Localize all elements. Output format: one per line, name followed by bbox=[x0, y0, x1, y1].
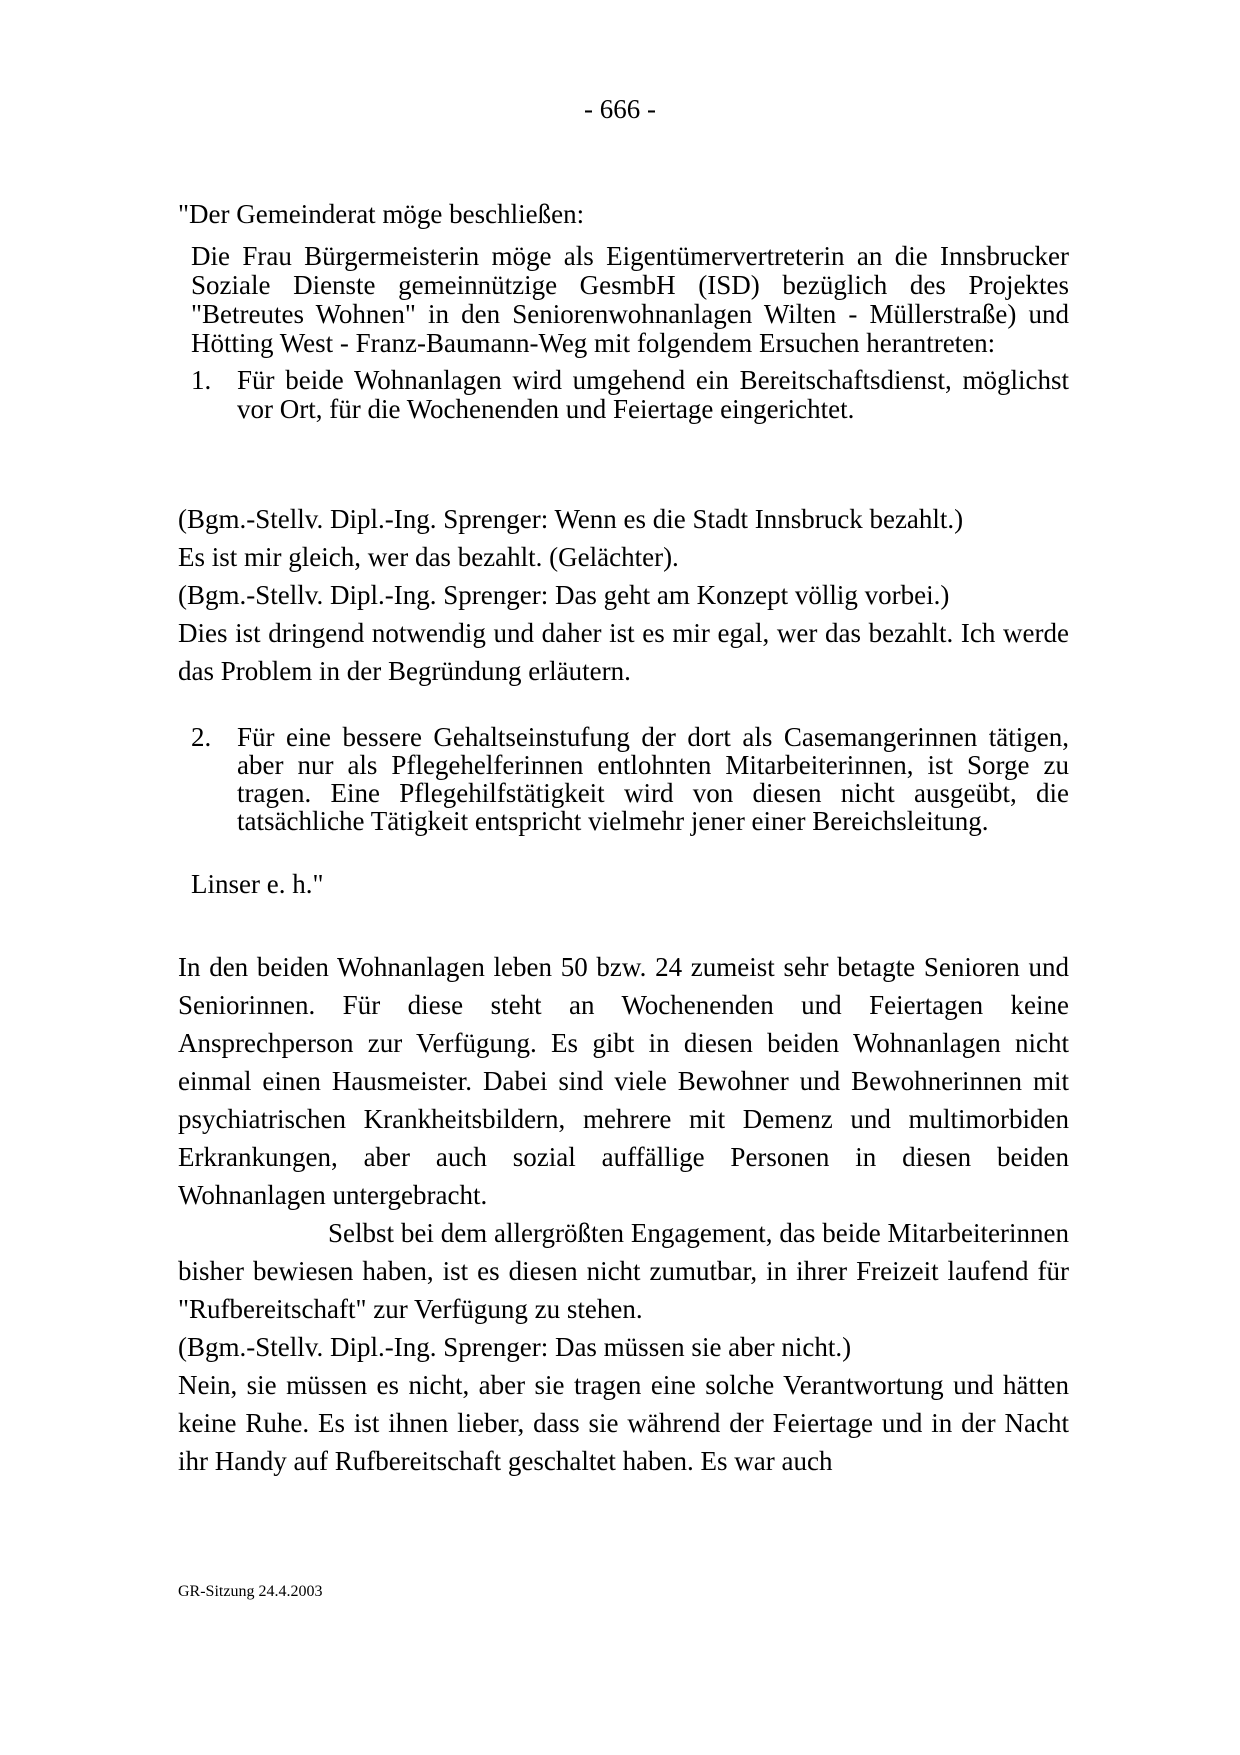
motion-item-number: 1. bbox=[191, 365, 212, 395]
motion-item bbox=[191, 366, 1069, 424]
response-paragraph: Dies ist dringend notwendig und daher ist es mir egal, wer das bezahlt. Ich werde das Problem in der Begründung erläutern. bbox=[178, 618, 1069, 686]
motion-item-2 bbox=[191, 723, 1069, 835]
interjection-line: (Bgm.-Stellv. Dipl.-Ing. Sprenger: Das müssen sie aber nicht.) bbox=[178, 1332, 852, 1362]
body-paragraph: In den beiden Wohnanlagen leben 50 bzw. 24 zumeist sehr betagte Senioren und Seniorinnen. Für diese steht an Wochenenden und Feiertagen keine Ansprechperson zur Verfügung. Es gibt in diesen beiden Wohnanlagen nicht einmal einen Hausmeister. Dabei sind viele Bewohner und Bewohnerinnen mit psychiatrischen Krankheitsbildern, mehrere mit Demenz und multimorbiden Erkrankungen, aber auch sozial auffällige Personen in diesen beiden Wohnanlagen untergebracht. bbox=[178, 952, 1069, 1210]
motion-heading: "Der Gemeinderat möge beschließen: bbox=[178, 199, 585, 229]
interjections-block bbox=[178, 500, 1069, 690]
motion-list bbox=[191, 366, 1069, 424]
body-text bbox=[178, 948, 1069, 1480]
page-number: - 666 - bbox=[584, 94, 656, 124]
motion-text: Die Frau Bürgermeisterin möge als Eigentümervertreterin an die Innsbrucker Soziale Dienste gemeinnützige GesmbH (ISD) bezüglich des Projektes "Betreutes Wohnen" in den Seniorenwohnanlagen Wilten - Müllerstraße) und Hötting West - Franz-Baumann-Weg mit folgendem Ersuchen herantreten: bbox=[191, 241, 1069, 358]
motion-item-text: Für eine bessere Gehaltseinstufung der dort als Casemangerinnen tätigen, aber nur als Pflegehelferinnen entlohnten Mitarbeiterinnen, ist Sorge zu tragen. Eine Pflegehilfstätigkeit wird von diesen nicht ausgeübt, die tatsächliche Tätigkeit entspricht vielmehr jener einer Bereichsleitung. bbox=[237, 722, 1069, 836]
motion-item-text: Für beide Wohnanlagen wird umgehend ein Bereitschaftsdienst, möglichst vor Ort, für die Wochenenden und Feiertage eingerichtet. bbox=[237, 365, 1069, 424]
signature: Linser e. h." bbox=[191, 869, 324, 899]
motion-block bbox=[191, 242, 1069, 424]
footer-session-date: GR-Sitzung 24.4.2003 bbox=[178, 1583, 323, 1600]
body-paragraph: Nein, sie müssen es nicht, aber sie tragen eine solche Verantwortung und hätten keine Ruhe. Es ist ihnen lieber, dass sie während der Feiertage und in der Nacht ihr Handy auf Rufbereitschaft geschaltet haben. Es war auch bbox=[178, 1370, 1069, 1476]
motion-item-number: 2. bbox=[191, 722, 212, 752]
response-line: Es ist mir gleich, wer das bezahlt. (Gelächter). bbox=[178, 542, 679, 572]
interjection-line: (Bgm.-Stellv. Dipl.-Ing. Sprenger: Wenn es die Stadt Innsbruck bezahlt.) bbox=[178, 504, 964, 534]
interjection-line: (Bgm.-Stellv. Dipl.-Ing. Sprenger: Das geht am Konzept völlig vorbei.) bbox=[178, 580, 950, 610]
body-paragraph: Selbst bei dem allergrößten Engagement, das beide Mitarbeiterinnen bisher bewiesen haben, ist es diesen nicht zumutbar, in ihrer Freizeit laufend für "Rufbereitschaft" zur Verfügung zu stehen. bbox=[178, 1218, 1069, 1324]
